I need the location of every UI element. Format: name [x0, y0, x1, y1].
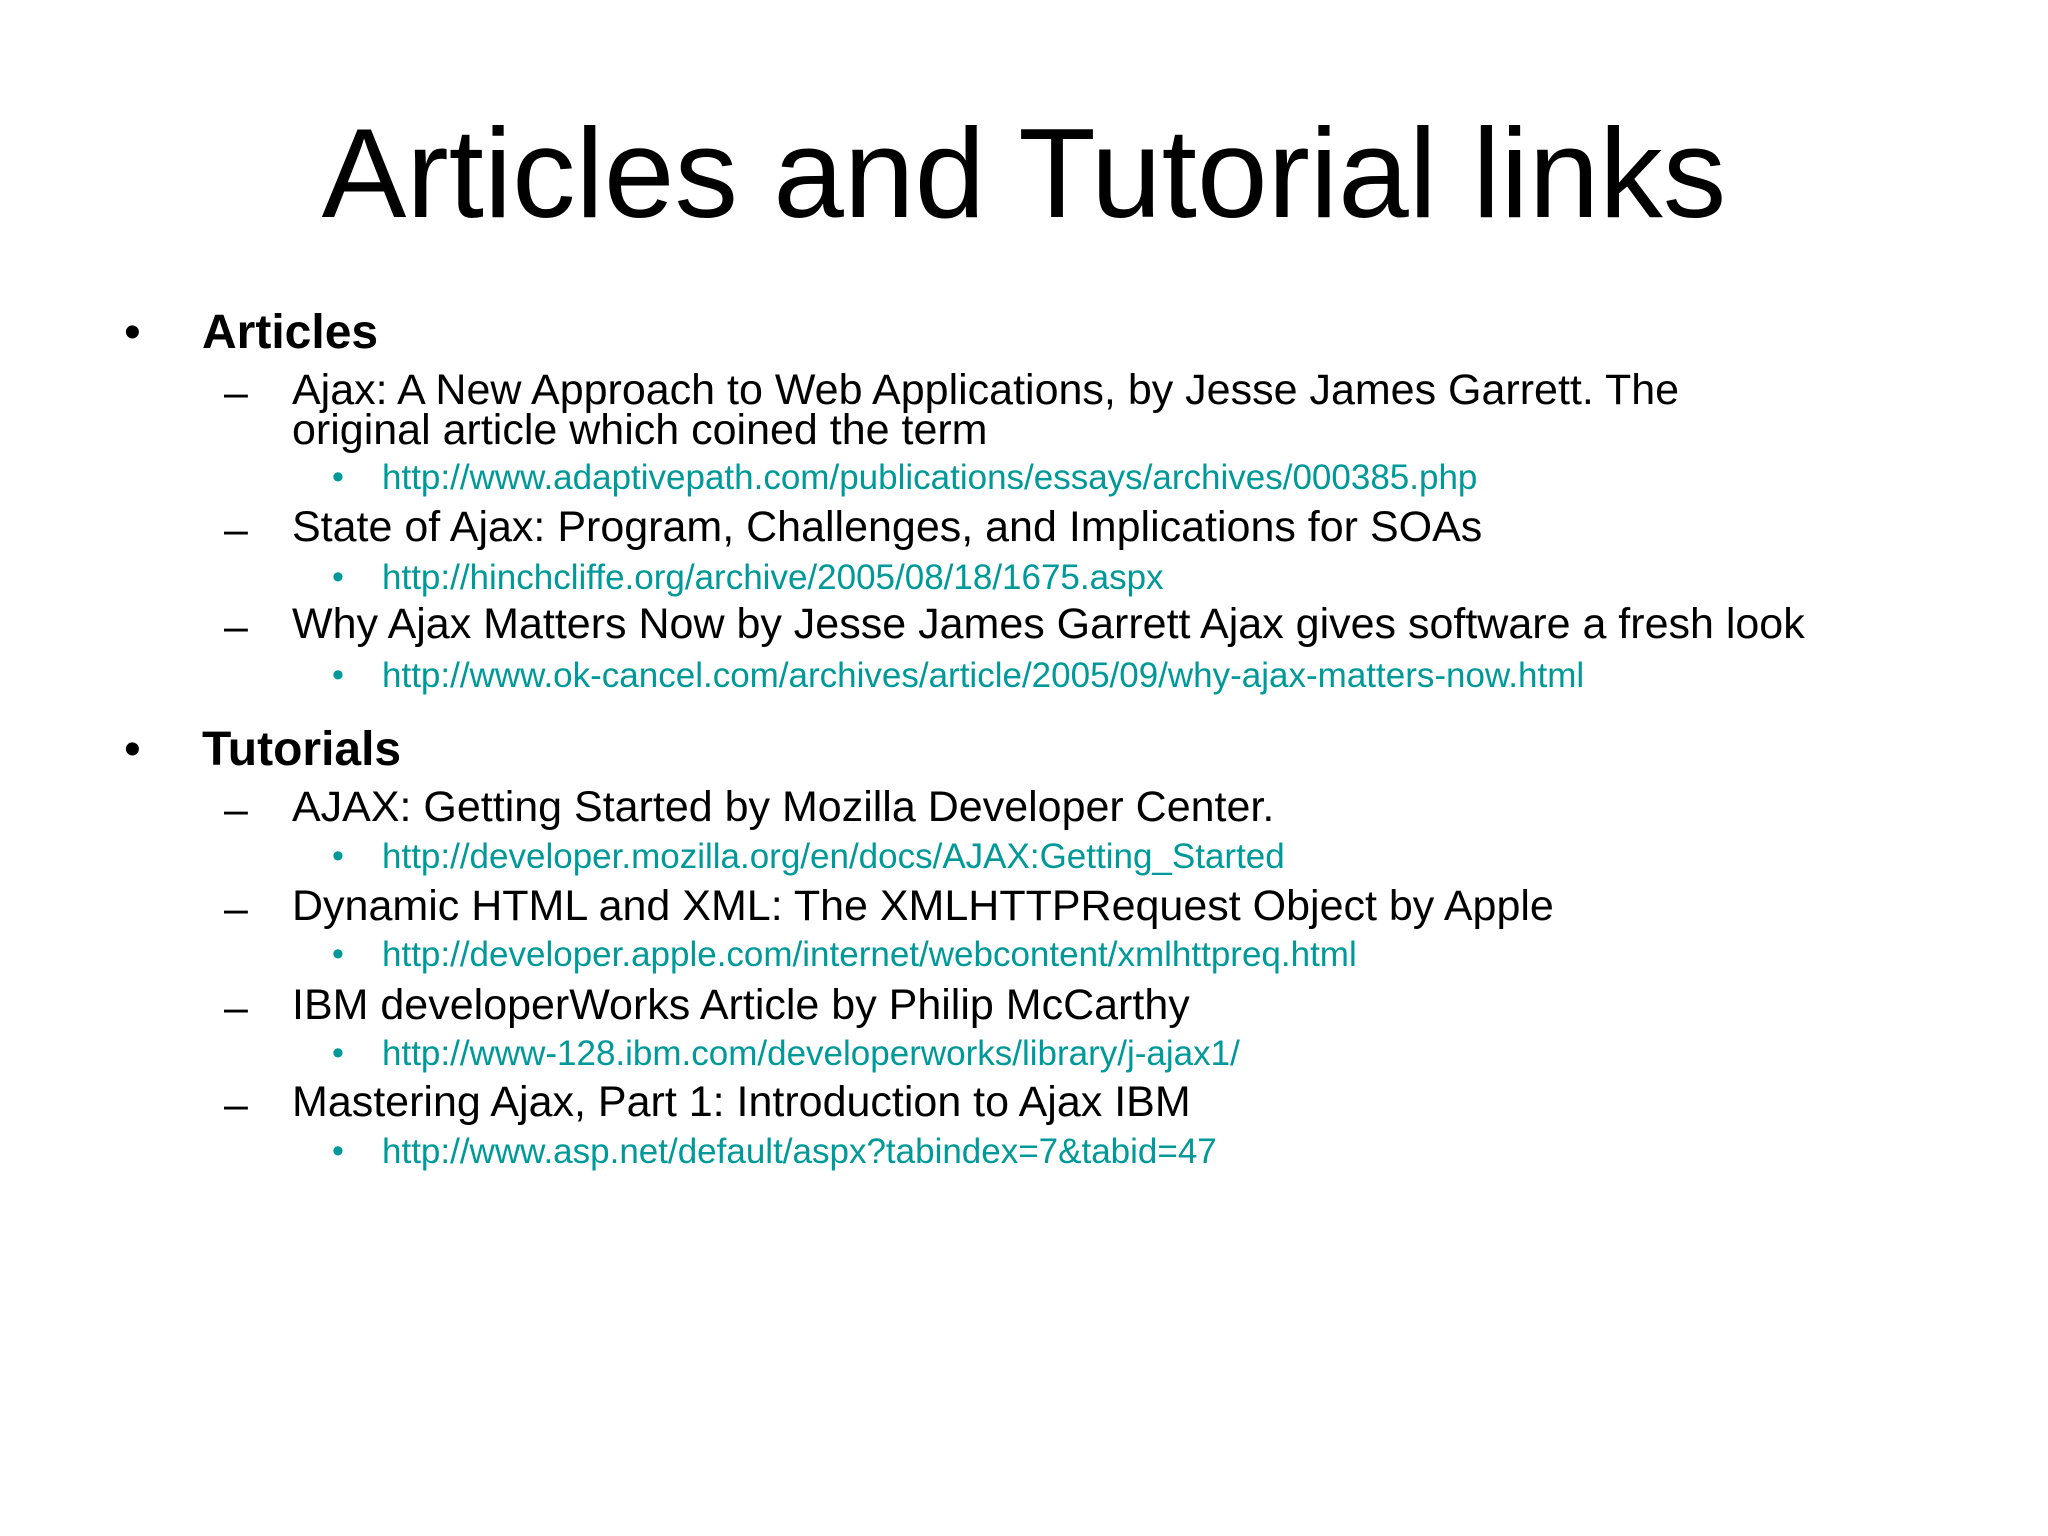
item-text: Dynamic HTML and XML: The XMLHTTPRequest Object by Apple	[292, 882, 1554, 930]
section-bullet: •	[124, 306, 141, 359]
slide-title: Articles and Tutorial links	[321, 102, 1727, 244]
item-text: original article which coined the term	[292, 406, 988, 454]
tutorial-link[interactable]: http://developer.apple.com/internet/webcontent/xmlhttpreq.html	[382, 935, 1357, 974]
section-heading-tutorials: Tutorials	[202, 723, 402, 776]
item-dash: –	[224, 885, 248, 933]
item-text: Mastering Ajax, Part 1: Introduction to Ajax IBM	[292, 1078, 1191, 1126]
url-bullet: •	[332, 656, 344, 694]
url-bullet: •	[332, 837, 344, 875]
item-text: State of Ajax: Program, Challenges, and Implications for SOAs	[292, 503, 1483, 551]
item-dash: –	[224, 786, 248, 834]
item-text: Why Ajax Matters Now by Jesse James Garrett Ajax gives software a fresh look	[292, 600, 1805, 648]
item-dash: –	[224, 1081, 248, 1129]
item-dash: –	[224, 603, 248, 651]
article-link[interactable]: http://www.adaptivepath.com/publications/essays/archives/000385.php	[382, 458, 1478, 497]
url-bullet: •	[332, 1132, 344, 1170]
article-link[interactable]: http://www.ok-cancel.com/archives/article/2005/09/why-ajax-matters-now.html	[382, 656, 1585, 695]
item-dash: –	[224, 369, 248, 417]
item-text: IBM developerWorks Article by Philip McCarthy	[292, 981, 1190, 1029]
item-text: AJAX: Getting Started by Mozilla Developer Center.	[292, 783, 1275, 831]
url-bullet: •	[332, 935, 344, 973]
tutorial-link[interactable]: http://developer.mozilla.org/en/docs/AJAX:Getting_Started	[382, 837, 1285, 876]
tutorial-link[interactable]: http://www.asp.net/default/aspx?tabindex=7&tabid=47	[382, 1132, 1217, 1171]
item-dash: –	[224, 984, 248, 1032]
section-heading-articles: Articles	[202, 306, 379, 359]
url-bullet: •	[332, 458, 344, 496]
url-bullet: •	[332, 1034, 344, 1072]
item-text: Ajax: A New Approach to Web Applications, by Jesse James Garrett. The	[292, 366, 1680, 414]
article-link[interactable]: http://hinchcliffe.org/archive/2005/08/18/1675.aspx	[382, 558, 1164, 597]
tutorial-link[interactable]: http://www-128.ibm.com/developerworks/library/j-ajax1/	[382, 1034, 1240, 1073]
url-bullet: •	[332, 558, 344, 596]
section-bullet: •	[124, 723, 141, 776]
item-dash: –	[224, 506, 248, 554]
